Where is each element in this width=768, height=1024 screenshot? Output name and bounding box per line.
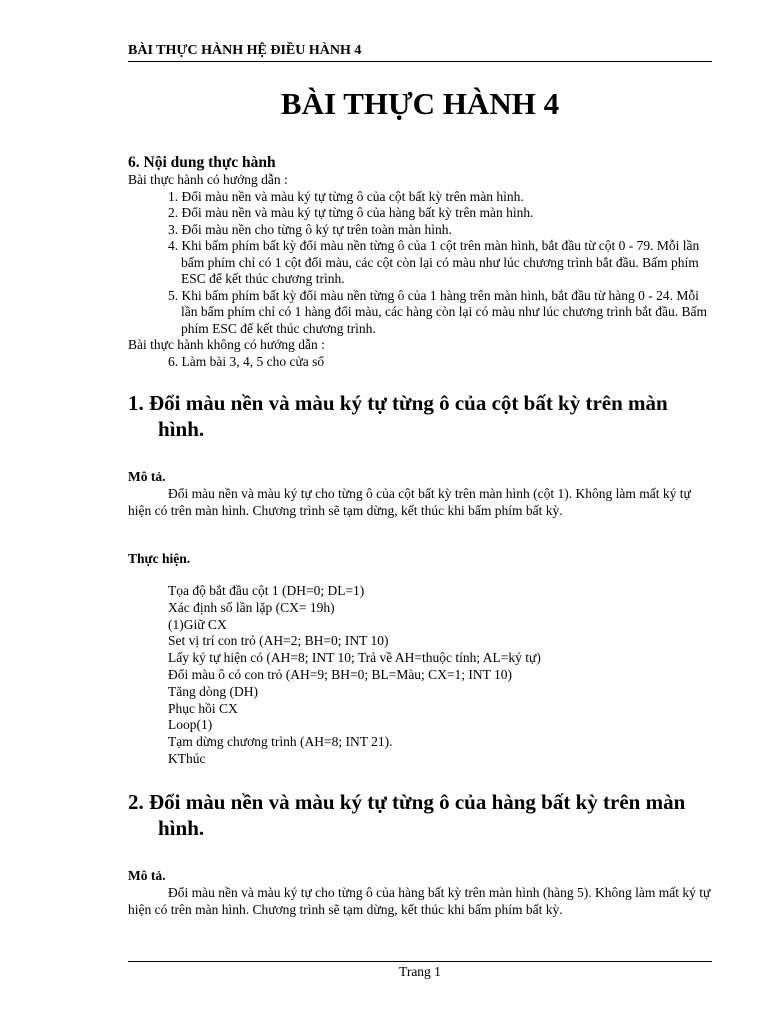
part-2-description-text: Đổi màu nền và màu ký tự cho từng ô của hàng bất kỳ trên màn hình (hàng 5). Không làm mất ký tự hiện có trên màn hình. Chương trình sẽ tạm dừng, kết thúc khi bấm phím bất kỳ. — [128, 884, 711, 917]
document-title: BÀI THỰC HÀNH 4 — [280, 86, 560, 121]
step-item: Phục hồi CX — [168, 700, 238, 716]
part-1-steps-list — [128, 583, 712, 768]
step-item: Loop(1) — [168, 717, 213, 733]
step-item: Tọa độ bắt đầu cột 1 (DH=0; DL=1) — [168, 583, 365, 598]
guided-item: 5. Khi bấm phím bất kỳ đổi màu nền từng ô của 1 hàng trên màn hình, bắt đầu từ hàng 0 - 24. Mỗi lần bấm phím chỉ có 1 hàng đổi màu, các hàng còn lại có màu như lúc chương trình bắt đầu. Bấm phím ESC để kết thúc chương trình. — [168, 287, 708, 336]
step-item: Tăng dòng (DH) — [168, 683, 258, 699]
step-item: Tạm dừng chương trình (AH=8; INT 21). — [168, 734, 393, 750]
section-6-heading: 6. Nội dung thực hành — [128, 154, 276, 171]
step-item: KThúc — [168, 750, 206, 766]
step-item: Đổi màu ô có con trỏ (AH=9; BH=0; BL=Màu; CX=1; INT 10) — [168, 666, 513, 682]
page-number: Trang 1 — [399, 964, 441, 979]
part-1-description-text: Đổi màu nền và màu ký tự cho từng ô của cột bất kỳ trên màn hình (cột 1). Không làm mất ký tự hiện có trên màn hình. Chương trình sẽ tạm dừng, kết thúc khi bấm phím bất kỳ. — [128, 486, 691, 518]
step-item: (1)Giữ CX — [168, 616, 227, 632]
page-content — [128, 153, 712, 918]
part-1-implementation-label: Thực hiện. — [128, 551, 191, 566]
footer-rule — [128, 961, 712, 962]
unguided-intro: Bài thực hành không có hướng dẫn : — [128, 337, 325, 352]
step-item: Xác định số lần lặp (CX= 19h) — [168, 599, 335, 615]
part-1-description-label: Mô tả. — [128, 469, 166, 484]
guided-exercise-list — [128, 189, 712, 338]
running-header: BÀI THỰC HÀNH HỆ ĐIỀU HÀNH 4 — [128, 42, 712, 62]
step-item: Lấy ký tự hiện có (AH=8; INT 10; Trả về AH=thuộc tính; AL=ký tự) — [168, 650, 541, 666]
step-item: Set vị trí con trỏ (AH=2; BH=0; INT 10) — [168, 633, 389, 649]
guided-item: 1. Đổi màu nền và màu ký tự từng ô của cột bất kỳ trên màn hình. — [168, 188, 524, 204]
guided-item: 2. Đổi màu nền và màu ký tự từng ô của hàng bất kỳ trên màn hình. — [168, 205, 534, 220]
unguided-item: 6. Làm bài 3, 4, 5 cho cửa sổ — [168, 353, 325, 369]
part-2-description-label: Mô tả. — [128, 867, 166, 883]
part-2-heading: 2. Đổi màu nền và màu ký tự từng ô của hàng bất kỳ trên màn hình. — [128, 789, 686, 840]
guided-item: 3. Đổi màu nền cho từng ô ký tự trên toàn màn hình. — [168, 221, 452, 237]
part-1-heading: 1. Đổi màu nền và màu ký tự từng ô của cột bất kỳ trên màn hình. — [128, 391, 668, 441]
guided-intro: Bài thực hành có hướng dẫn : — [128, 172, 288, 187]
guided-item: 4. Khi bấm phím bất kỳ đổi màu nền từng ô của 1 cột trên màn hình, bắt đầu từ cột 0 - 79. Mỗi lần bấm phím chỉ có 1 cột đổi màu, các cột còn lại có màu như lúc chương trình bắt đầu. Bấm phím ESC để kết thúc chương trình. — [168, 238, 700, 286]
